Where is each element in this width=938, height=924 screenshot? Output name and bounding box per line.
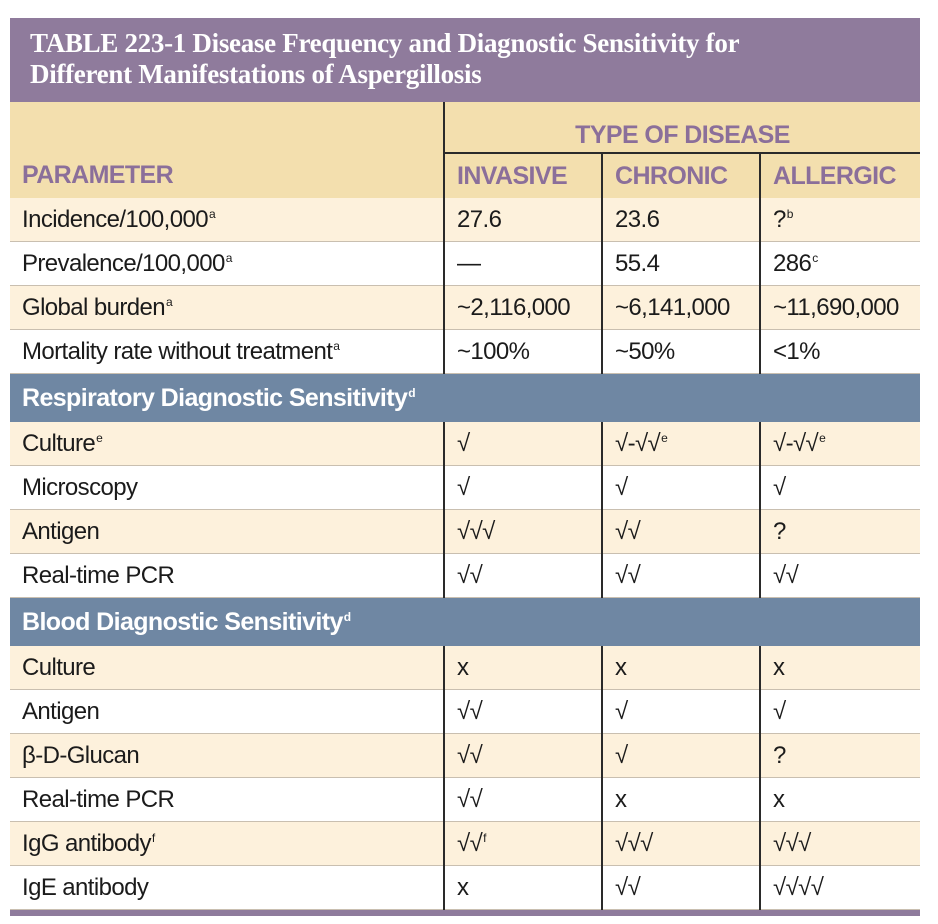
- value-chronic: [602, 866, 760, 910]
- value-chronic: [602, 554, 760, 598]
- table-row: [10, 198, 920, 242]
- value-invasive: [444, 554, 602, 598]
- row-label-text: Antigen: [22, 697, 100, 725]
- value-chronic: [602, 466, 760, 510]
- row-label: [10, 822, 444, 866]
- value-chronic: [602, 510, 760, 554]
- value-chronic-text: √: [615, 697, 628, 725]
- table-row: [10, 866, 920, 910]
- value-allergic: [760, 734, 920, 778]
- value-chronic-text: ~50%: [615, 337, 675, 365]
- value-chronic-footnote-mark: e: [661, 430, 668, 445]
- column-header-allergic: ALLERGIC: [760, 153, 920, 198]
- value-invasive: [444, 822, 602, 866]
- value-allergic: [760, 198, 920, 242]
- row-label-text: Microscopy: [22, 473, 138, 501]
- value-allergic-text: √√√: [773, 829, 811, 857]
- value-chronic: [602, 330, 760, 374]
- section-header-respiratory: [10, 374, 920, 423]
- value-allergic: [760, 778, 920, 822]
- value-allergic-text: ~11,690,000: [773, 293, 899, 321]
- value-allergic: [760, 422, 920, 466]
- value-allergic: [760, 510, 920, 554]
- value-allergic-text: ?: [773, 517, 786, 545]
- value-invasive-footnote-mark: f: [483, 830, 486, 845]
- value-chronic: [602, 286, 760, 330]
- column-header-chronic: CHRONIC: [602, 153, 760, 198]
- value-allergic-text: √√: [773, 561, 799, 589]
- value-allergic: [760, 286, 920, 330]
- value-allergic: [760, 330, 920, 374]
- value-allergic-footnote-mark: b: [786, 206, 793, 221]
- row-label-footnote-mark: e: [96, 430, 103, 445]
- value-allergic: [760, 822, 920, 866]
- value-chronic: [602, 822, 760, 866]
- value-allergic-text: ?: [773, 741, 786, 769]
- value-chronic: [602, 734, 760, 778]
- row-label-text: Global burden: [22, 293, 165, 321]
- row-label-text: Prevalence/100,000: [22, 249, 225, 277]
- row-label: [10, 778, 444, 822]
- table-row: [10, 690, 920, 734]
- value-chronic-text: ~6,141,000: [615, 293, 730, 321]
- table-row: [10, 466, 920, 510]
- table-row: [10, 422, 920, 466]
- column-header-invasive: INVASIVE: [444, 153, 602, 198]
- value-chronic: [602, 646, 760, 690]
- row-label-text: β-D-Glucan: [22, 741, 140, 769]
- value-invasive-text: √√: [457, 561, 483, 589]
- section-header-respiratory-cell: [10, 374, 920, 423]
- value-chronic-text: x: [615, 785, 627, 813]
- value-chronic-text: √√: [615, 873, 641, 901]
- value-invasive: [444, 330, 602, 374]
- value-invasive: [444, 466, 602, 510]
- row-label-text: Culture: [22, 653, 96, 681]
- value-invasive-text: ~2,116,000: [457, 293, 571, 321]
- value-allergic-text: <1%: [773, 337, 820, 365]
- header-blank-cell: [10, 102, 444, 153]
- value-invasive-text: √√: [457, 697, 483, 725]
- row-label-text: IgE antibody: [22, 873, 149, 901]
- value-allergic: [760, 646, 920, 690]
- row-label: [10, 422, 444, 466]
- value-invasive-text: √√: [457, 741, 483, 769]
- value-invasive: [444, 734, 602, 778]
- table-row: [10, 286, 920, 330]
- value-chronic: [602, 422, 760, 466]
- row-label-text: IgG antibody: [22, 829, 151, 857]
- value-invasive: [444, 510, 602, 554]
- value-chronic-text: 55.4: [615, 249, 660, 277]
- value-chronic-text: √: [615, 741, 628, 769]
- section-header-respiratory-text: Respiratory Diagnostic Sensitivity: [22, 383, 408, 412]
- row-label: [10, 690, 444, 734]
- row-label: [10, 510, 444, 554]
- value-chronic-text: x: [615, 653, 627, 681]
- value-invasive: [444, 778, 602, 822]
- table-title-line-2: Different Manifestations of Aspergillosis: [30, 59, 482, 89]
- row-label-text: Mortality rate without treatment: [22, 337, 333, 365]
- value-chronic: [602, 690, 760, 734]
- value-chronic: [602, 242, 760, 286]
- row-label: [10, 198, 444, 242]
- row-label-footnote-mark: a: [333, 338, 340, 353]
- table-row: [10, 242, 920, 286]
- table-row: [10, 734, 920, 778]
- value-invasive-text: √√: [457, 785, 483, 813]
- aspergillosis-table-figure: [10, 18, 920, 916]
- value-allergic-footnote-mark: c: [812, 250, 818, 265]
- value-allergic-footnote-mark: e: [819, 430, 826, 445]
- data-table: [10, 102, 920, 910]
- value-chronic-text: 23.6: [615, 205, 660, 233]
- table-title-line-1: TABLE 223-1 Disease Frequency and Diagnostic Sensitivity for: [30, 28, 740, 58]
- value-invasive-text: √√: [457, 829, 483, 857]
- value-allergic-text: ?: [773, 205, 786, 233]
- value-invasive-text: —: [457, 249, 481, 277]
- value-allergic: [760, 466, 920, 510]
- row-label-text: Real-time PCR: [22, 785, 175, 813]
- table-row: [10, 554, 920, 598]
- row-label-footnote-mark: a: [225, 250, 232, 265]
- value-invasive-text: √√√: [457, 517, 495, 545]
- row-label: [10, 330, 444, 374]
- type-of-disease-header: TYPE OF DISEASE: [444, 102, 920, 153]
- value-invasive: [444, 198, 602, 242]
- value-invasive-text: √: [457, 473, 470, 501]
- table-row: [10, 778, 920, 822]
- section-header-blood: [10, 598, 920, 647]
- section-header-blood-text: Blood Diagnostic Sensitivity: [22, 607, 343, 636]
- value-allergic-text: x: [773, 653, 785, 681]
- value-allergic-text: √-√√: [773, 429, 819, 457]
- row-label-text: Culture: [22, 429, 96, 457]
- row-label: [10, 242, 444, 286]
- row-label-text: Real-time PCR: [22, 561, 175, 589]
- value-invasive-text: x: [457, 873, 469, 901]
- value-invasive: [444, 422, 602, 466]
- value-allergic-text: 286: [773, 249, 812, 277]
- table-row: [10, 510, 920, 554]
- value-chronic-text: √: [615, 473, 628, 501]
- row-label: [10, 286, 444, 330]
- value-invasive: [444, 242, 602, 286]
- table-row: [10, 646, 920, 690]
- bottom-rule: [10, 910, 920, 916]
- row-label-footnote-mark: f: [151, 830, 155, 845]
- value-allergic: [760, 866, 920, 910]
- value-invasive: [444, 866, 602, 910]
- value-chronic-text: √-√√: [615, 429, 661, 457]
- value-allergic: [760, 242, 920, 286]
- row-label-text: Antigen: [22, 517, 100, 545]
- value-invasive: [444, 690, 602, 734]
- value-chronic-text: √√√: [615, 829, 653, 857]
- value-allergic: [760, 690, 920, 734]
- value-invasive-text: x: [457, 653, 469, 681]
- header-row-top: [10, 102, 920, 153]
- section-header-blood-cell: [10, 598, 920, 647]
- value-allergic: [760, 554, 920, 598]
- value-invasive: [444, 286, 602, 330]
- value-chronic: [602, 198, 760, 242]
- value-invasive: [444, 646, 602, 690]
- value-invasive-text: √: [457, 429, 470, 457]
- value-invasive-text: 27.6: [457, 205, 502, 233]
- row-label: [10, 734, 444, 778]
- row-label-footnote-mark: a: [165, 294, 173, 309]
- table-title: [10, 18, 920, 102]
- value-allergic-text: √√√√: [773, 873, 824, 901]
- value-chronic-text: √√: [615, 561, 641, 589]
- row-label: [10, 866, 444, 910]
- parameter-header: PARAMETER: [10, 153, 444, 198]
- value-chronic-text: √√: [615, 517, 641, 545]
- value-invasive-text: ~100%: [457, 337, 530, 365]
- row-label: [10, 466, 444, 510]
- value-allergic-text: √: [773, 697, 786, 725]
- value-allergic-text: √: [773, 473, 786, 501]
- header-row-columns: [10, 153, 920, 198]
- row-label: [10, 646, 444, 690]
- table-row: [10, 330, 920, 374]
- table-row: [10, 822, 920, 866]
- value-allergic-text: x: [773, 785, 785, 813]
- row-label: [10, 554, 444, 598]
- row-label-footnote-mark: a: [208, 206, 216, 221]
- section-header-respiratory-footnote-mark: d: [408, 385, 416, 400]
- section-header-blood-footnote-mark: d: [343, 609, 351, 624]
- row-label-text: Incidence/100,000: [22, 205, 208, 233]
- value-chronic: [602, 778, 760, 822]
